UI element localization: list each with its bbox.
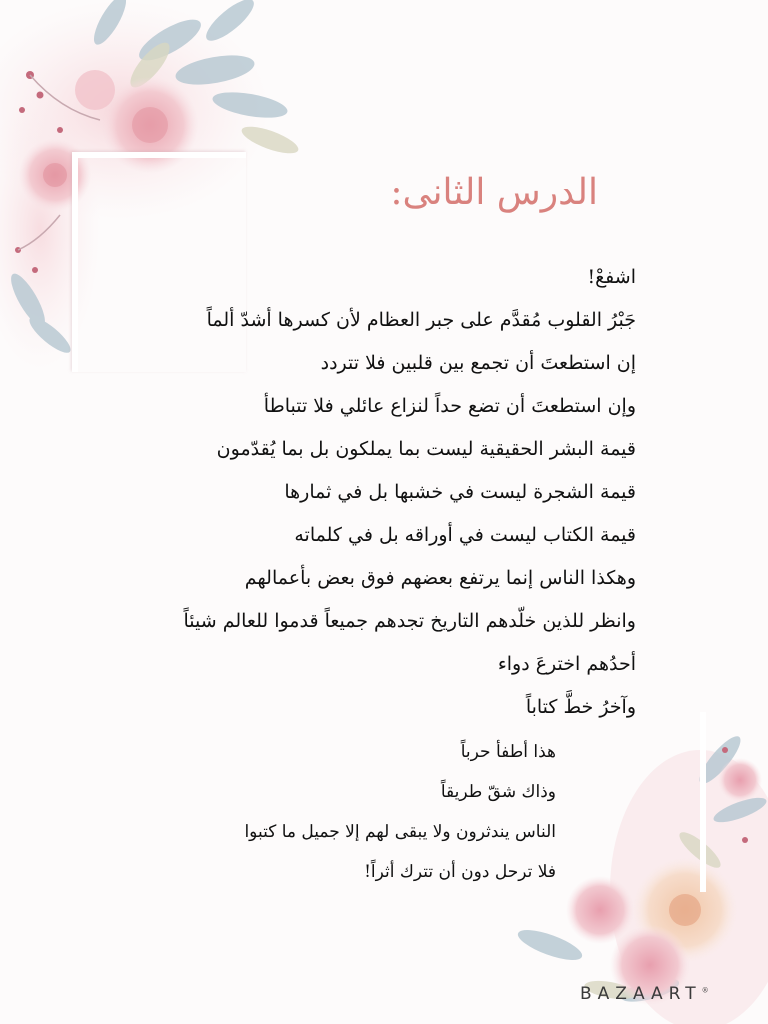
- poem-line: وهكذا الناس إنما يرتفع بعضهم فوق بعض بأعمالهم: [244, 567, 636, 589]
- poem-body: [76, 256, 636, 729]
- poem-line: وآخرُ خطَّ كتاباً: [525, 696, 636, 718]
- poem-line: اشفعْ!: [587, 266, 636, 288]
- poem-line: قيمة البشر الحقيقية ليست بما يملكون بل بما يُقدّمون: [216, 438, 636, 460]
- poem-closing-stanza: [116, 732, 556, 892]
- poem-line: إن استطعتَ أن تجمع بين قلبين فلا تتردد: [320, 352, 636, 374]
- decorative-frame-bottom-right: [660, 712, 706, 892]
- poem-line: أحدُهم اخترعَ دواء: [497, 653, 636, 675]
- closing-line: وذاك شقّ طريقاً: [440, 782, 556, 802]
- poem-line: وإن استطعتَ أن تضع حداً لنزاع عائلي فلا تتباطأ: [263, 395, 636, 417]
- closing-line: الناس يندثرون ولا يبقى لهم إلا جميل ما كتبوا: [244, 822, 556, 842]
- lesson-title: الدرس الثانى:: [390, 172, 598, 213]
- registered-mark: ®: [701, 986, 709, 995]
- poem-line: قيمة الشجرة ليست في خشبها بل في ثمارها: [284, 481, 636, 503]
- closing-line: هذا أطفأ حرباً: [460, 742, 556, 762]
- watermark-brand: BAZAART: [580, 984, 702, 1004]
- poem-line: جَبْرُ القلوب مُقدَّم على جبر العظام لأن كسرها أشدّ ألماً: [206, 309, 636, 331]
- closing-line: فلا ترحل دون أن تترك أثراً!: [364, 862, 556, 882]
- poem-line: قيمة الكتاب ليست في أوراقه بل في كلماته: [294, 524, 636, 546]
- poem-line: وانظر للذين خلّدهم التاريخ تجدهم جميعاً قدموا للعالم شيئاً: [183, 610, 636, 632]
- bazaart-watermark: [580, 984, 709, 1004]
